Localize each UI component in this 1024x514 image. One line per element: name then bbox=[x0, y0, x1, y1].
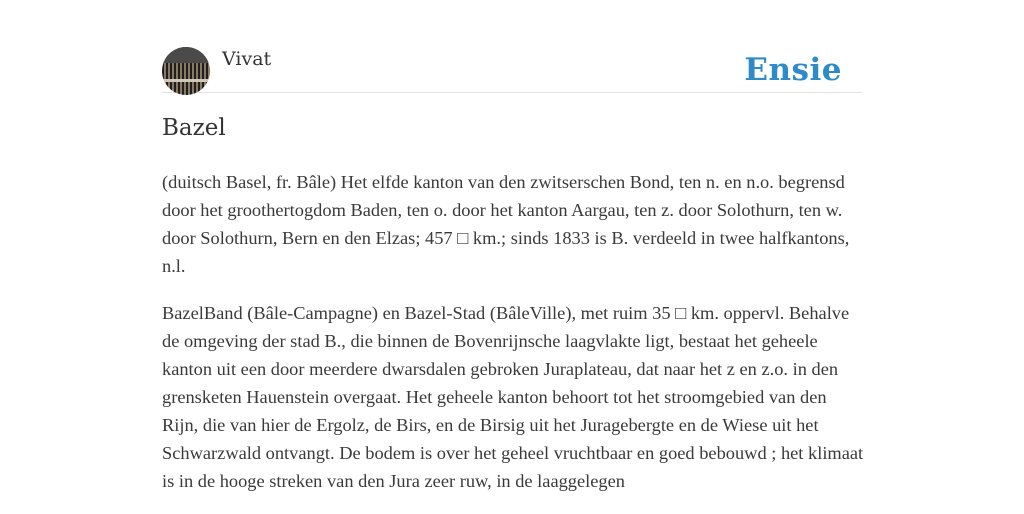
page-title: Bazel bbox=[162, 115, 226, 141]
avatar-shelf-mid bbox=[162, 79, 210, 82]
brand-logo[interactable]: Ensie bbox=[744, 52, 842, 88]
header bbox=[162, 46, 862, 93]
article-body bbox=[162, 168, 864, 514]
article-paragraph-2: BazelBand (Bâle-Campagne) en Bazel-Stad (BâleVille), met ruim 35 □ km. oppervl. Behalve de omgeving der stad B., die binnen de Bovenrijnsche laagvlakte ligt, bestaat het geheele kanton uit een door meerdere dwarsdalen gebroken Juraplateau, dat naar het z en z.o. in den grensketen Hauenstein overgaat. Het geheele kanton behoort tot het stroomgebied van den Rijn, die van hier de Ergolz, de Birs, en de Birsig uit het Juragebergte en de Wiese uit het Schwarzwald ontvangt. De bodem is over het geheel vruchtbaar en goed bebouwd ; het klimaat is in de hooge streken van den Jura zeer ruw, in de laaggelegen bbox=[162, 303, 864, 491]
avatar-shelf-top bbox=[162, 47, 210, 63]
author-name[interactable]: Vivat bbox=[222, 48, 272, 70]
article-paragraph-1: (duitsch Basel, fr. Bâle) Het elfde kanton van den zwitserschen Bond, ten n. en n.o. begrensd door het groothertogdom Baden, ten o. door het kanton Aargau, ten z. door Solothurn, ten w. door Solothurn, Bern en den Elzas; 457 □ km.; sinds 1833 is B. verdeeld in twee halfkantons, n.l. bbox=[162, 172, 850, 276]
author-avatar-icon[interactable] bbox=[162, 47, 210, 95]
